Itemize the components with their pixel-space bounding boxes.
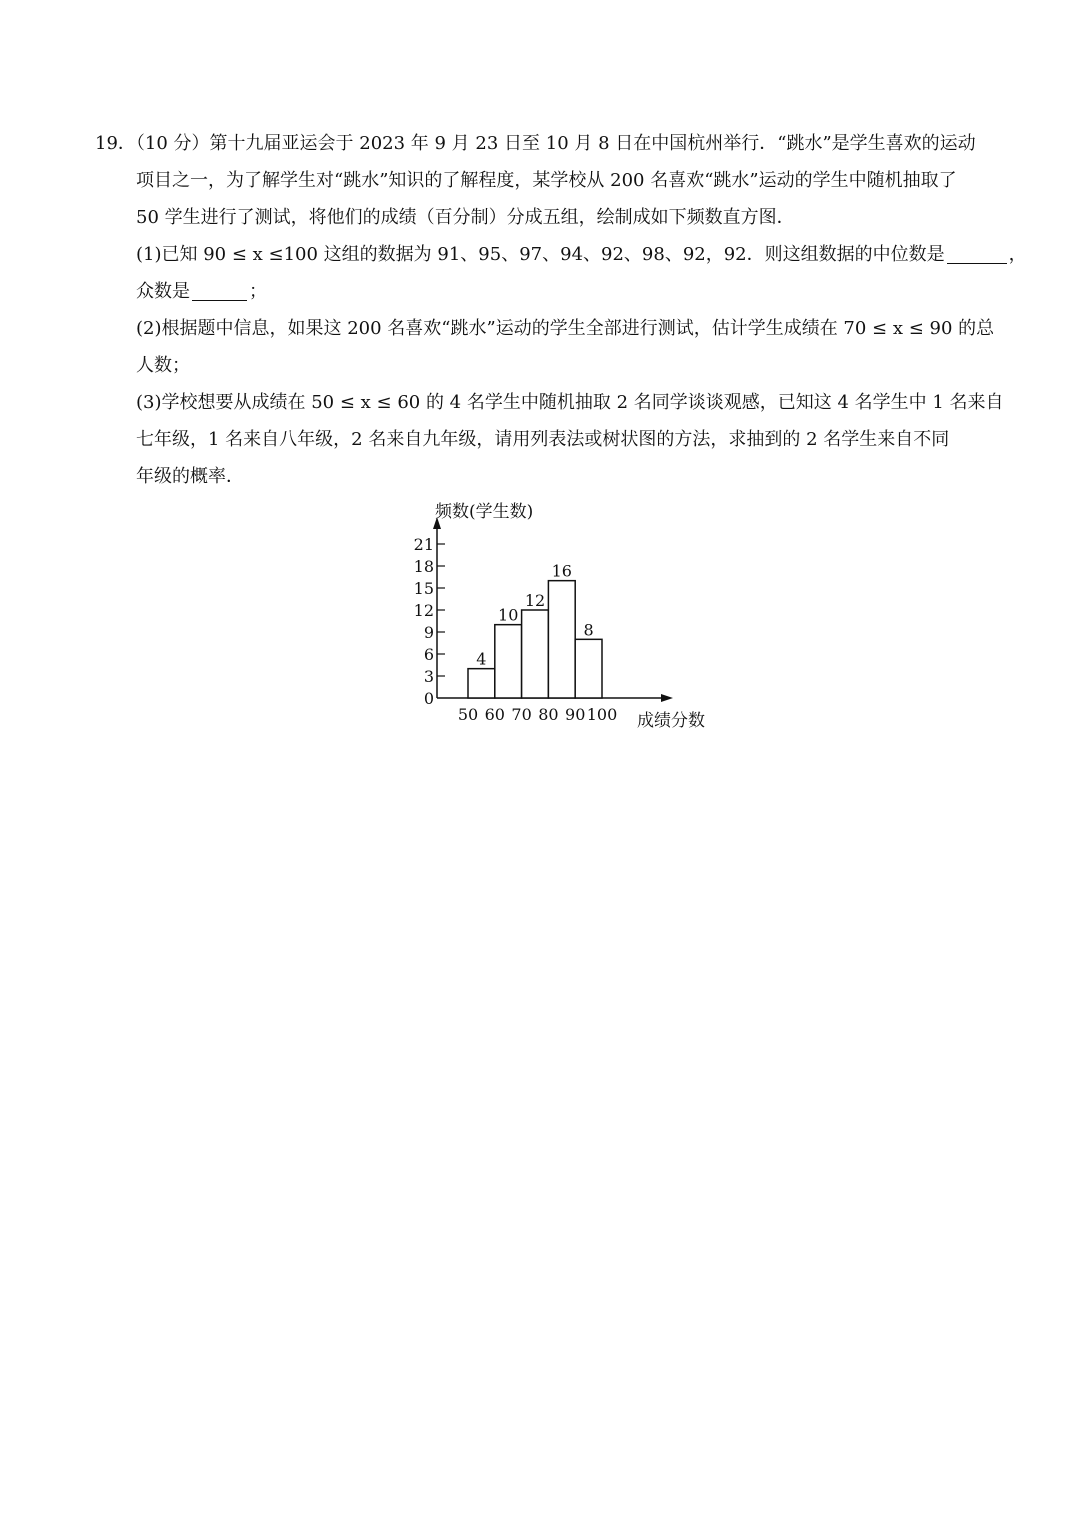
part-3-line-1: (3)学校想要从成绩在 50 ≤ x ≤ 60 的 4 名学生中随机抽取 2 名同学谈谈观感，已知这 4 名学生中 1 名来自 (136, 392, 1004, 413)
question-stem-line-3: 50 学生进行了测试，将他们的成绩（百分制）分成五组，绘制成如下频数直方图． (136, 207, 795, 228)
x-axis-arrow (661, 694, 673, 702)
histogram-bar (522, 610, 549, 698)
x-axis-title: 成绩分数 (637, 711, 705, 731)
question-stem-line-1: 19．（10 分）第十九届亚运会于 2023 年 9 月 23 日至 10 月 8 日在中国杭州举行．“跳水”是学生喜欢的运动 (95, 133, 976, 154)
y-tick-label: 21 (413, 535, 434, 554)
histogram-bar (495, 625, 522, 698)
y-tick-label: 0 (423, 689, 434, 708)
part-2-line-1: (2)根据题中信息，如果这 200 名喜欢“跳水”运动的学生全部进行测试，估计学生成绩在 70 ≤ x ≤ 90 的总 (136, 318, 995, 339)
answer-blank-median[interactable] (947, 241, 1007, 264)
bar-data-label: 16 (551, 561, 572, 581)
frequency-histogram (395, 495, 735, 740)
histogram-bar (575, 639, 602, 698)
histogram-bar (468, 669, 495, 698)
x-tick-label: 100 (586, 705, 618, 724)
part-1-mode-text: 众数是 (136, 281, 190, 302)
part-1-line-1 (95, 236, 1027, 273)
question-19 (95, 125, 1027, 495)
y-tick-label: 9 (423, 623, 434, 642)
y-tick-label: 12 (413, 601, 434, 620)
x-tick-label: 80 (538, 705, 559, 724)
x-tick-label: 90 (565, 705, 586, 724)
part-1-semicolon: ； (249, 281, 267, 302)
bar-data-label: 4 (476, 649, 487, 669)
question-stem-line-2: 项目之一，为了解学生对“跳水”知识的了解程度，某学校从 200 名喜欢“跳水”运动的学生中随机抽取了 (136, 170, 957, 191)
part-3-line-3: 年级的概率． (136, 466, 244, 487)
bar-data-label: 8 (583, 620, 594, 640)
x-tick-label: 50 (457, 705, 479, 724)
part-1-text: (1)已知 90 ≤ x ≤100 这组的数据为 91、95、97、94、92、98、92，92．则这组数据的中位数是 (136, 244, 945, 265)
part-1-comma: ， (1008, 244, 1027, 265)
part-3-line-2: 七年级，1 名来自八年级，2 名来自九年级，请用列表法或树状图的方法，求抽到的 2 名学生来自不同 (136, 429, 950, 450)
bar-data-label: 12 (524, 591, 546, 610)
y-tick-label: 18 (413, 557, 434, 576)
part-1-line-2 (95, 273, 995, 310)
x-tick-label: 70 (511, 705, 532, 724)
y-tick-label: 3 (423, 667, 434, 686)
x-tick-label: 60 (484, 705, 505, 724)
y-tick-label: 6 (423, 645, 434, 664)
y-tick-label: 15 (413, 579, 434, 598)
part-2-line-2: 人数； (136, 355, 190, 376)
answer-blank-mode[interactable] (192, 278, 247, 301)
bar-data-label: 10 (498, 605, 519, 625)
y-axis-title: 频数(学生数) (435, 502, 534, 522)
histogram-bar (548, 581, 575, 698)
